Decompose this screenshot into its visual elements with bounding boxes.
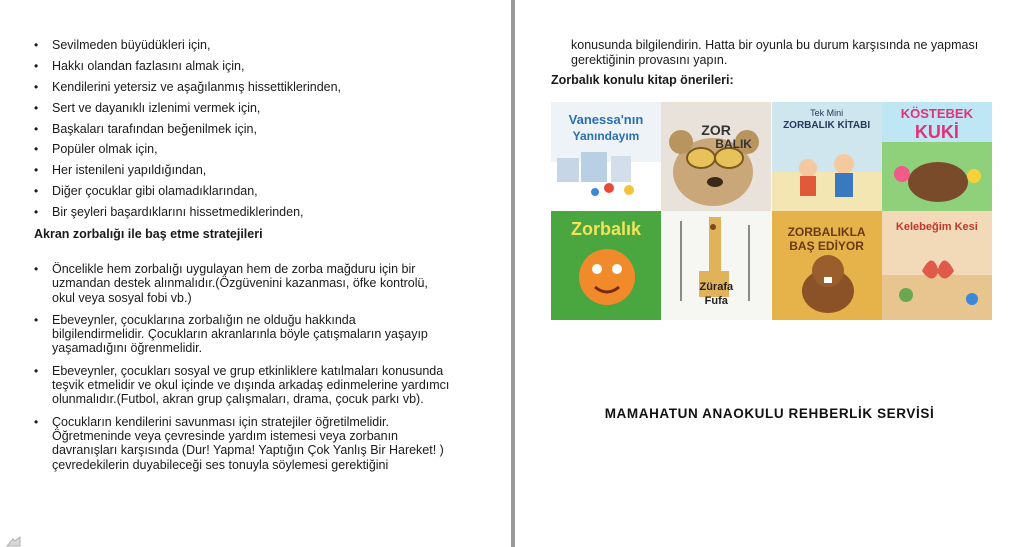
book-cover [772,211,882,320]
book-title-line: Kelebeğim Kesi [895,221,978,233]
left-page [0,0,511,547]
kids-scene-icon [772,102,882,211]
continued-paragraph: konusunda bilgilendirin. Hatta bir oyunla bu durum karşısında ne yapması gerektiğinin provasını yapın. [571,38,979,67]
book-title-line: Zorbalık [570,219,641,239]
book-cover [551,102,661,211]
book-cover [882,211,992,320]
book-cover [772,102,882,211]
reasons-list [30,38,490,226]
list-item: • Her istenileni yapıldığından, [30,163,490,177]
book-title-line: Vanessa'nın [568,112,644,127]
book-title-line: ZORBALIK KİTABI [783,120,871,131]
list-item: • Ebeveynler, çocukları sosyal ve grup etkinliklere katılmaları konusunda teşvik etmelidir ve okul içinde ve dışında arkadaş edinmelerine yardımcı olunmalıdır.(Futbol, akran grup çalışmaları, drama, çocuk parkı vb). [30,364,450,407]
list-item: • Başkaları tarafından beğenilmek için, [30,122,490,136]
book-cover [882,102,992,211]
section-heading: Akran zorbalığı ile baş etme stratejileri [34,227,263,241]
book-title-line: Zürafa [699,281,734,293]
book-title-line: KÖSTEBEK [900,106,973,121]
list-item: • Öncelikle hem zorbalığı uygulayan hem de zorba mağduru için bir uzmandan destek alınmalıdır.(Özgüvenini kazanması, öfke kontrolü, okul veya sosyal fobi vb.) [30,262,450,305]
book-title-line: Tek Mini [810,108,844,118]
list-item: • Çocukların kendilerini savunması için stratejiler öğretilmelidir. Öğretmeninde veya çevresinde yardım istemesi veya zorbanın davranışları karşısında (Dur! Yapma! Yaptığın Çok Yanlış Bir Hareket! ) çevredekilerin duyabileceği ses tonuyla söylemesi gerektiğini [30,415,450,472]
book-title-line: Yanındayım [572,129,640,143]
books-heading: Zorbalık konulu kitap önerileri: [551,73,734,87]
book-title-line: BALIK [715,137,752,151]
list-item: • Popüler olmak için, [30,142,490,156]
list-item: • Diğer çocuklar gibi olamadıklarından, [30,184,490,198]
book-title-line: Fufa [704,295,728,307]
list-item: • Hakkı olandan fazlasını almak için, [30,59,490,73]
book-cover [661,102,771,211]
footer-title: MAMAHATUN ANAOKULU REHBERLİK SERVİSİ [604,406,935,421]
book-cover [551,211,661,320]
book-title-line: BAŞ EDİYOR [789,239,864,253]
list-item: • Kendilerini yetersiz ve aşağılanmış hissettiklerinden, [30,80,490,94]
bear-icon [661,102,771,211]
list-item: • Sevilmeden büyüdükleri için, [30,38,490,52]
page-corner-icon [6,535,22,547]
book-title-line: ZORBALIKLA [787,225,866,239]
book-grid [551,102,992,320]
book-cover [661,211,771,320]
book-title-line: ZOR [701,122,731,138]
book-title-line: KUKİ [914,122,959,142]
list-item: • Bir şeyleri başardıklarını hissetmediklerinden, [30,205,490,219]
list-item: • Sert ve dayanıklı izlenimi vermek için, [30,101,490,115]
list-item: • Ebeveynler, çocuklarına zorbalığın ne olduğu hakkında bilgilendirmelidir. Çocukların akranlarınla böyle çatışmaların yaşayıp yaşamadığını öğrenmelidir. [30,313,450,356]
strategies-list [30,262,450,480]
right-page [515,0,1024,547]
